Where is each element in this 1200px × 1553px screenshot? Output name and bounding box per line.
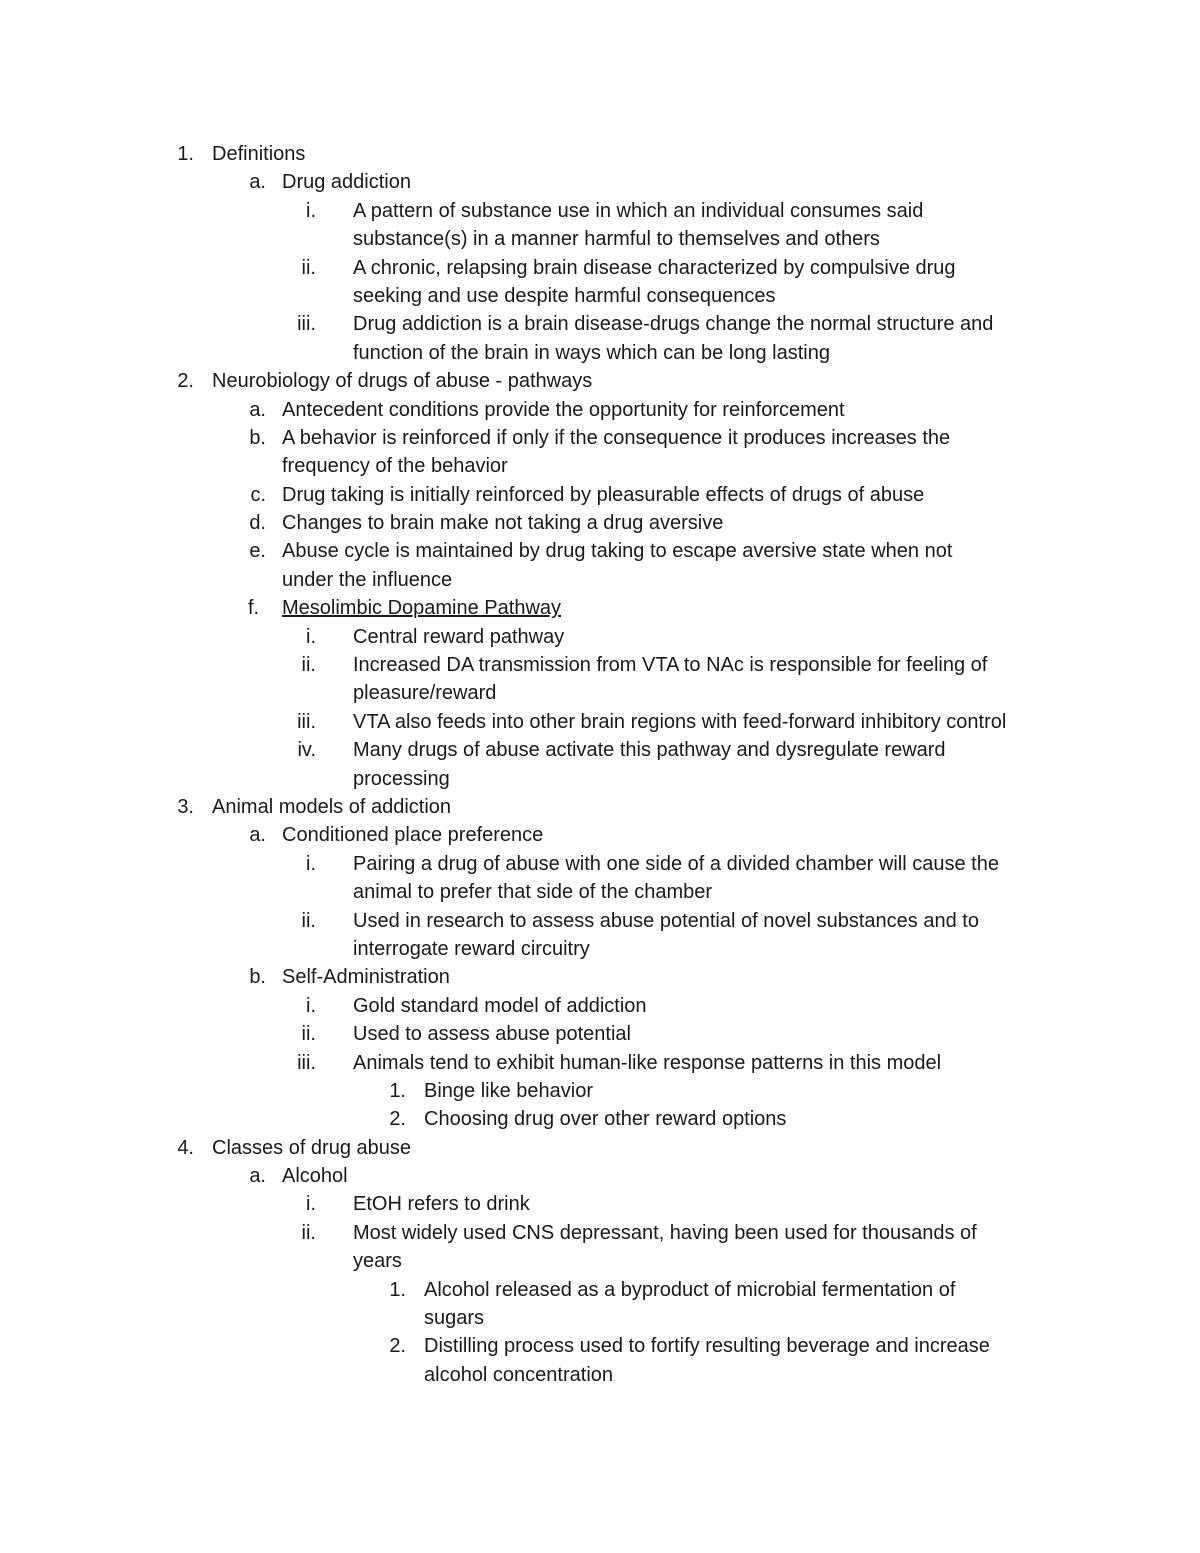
outline-item [0, 1276, 1200, 1304]
outline-item [0, 424, 1200, 452]
outline-item [0, 367, 1200, 395]
outline-document [0, 140, 1200, 1389]
list-marker: b. [249, 426, 266, 449]
outline-text: Changes to brain make not taking a drug aversive [282, 512, 724, 535]
outline-item [0, 509, 1200, 537]
outline-text: Increased DA transmission from VTA to NAc is responsible for feeling of [353, 654, 988, 677]
outline-item [0, 140, 1200, 168]
outline-text: function of the brain in ways which can be long lasting [353, 341, 830, 364]
outline-text: Animals tend to exhibit human-like response patterns in this model [353, 1051, 942, 1074]
outline-item [0, 793, 1200, 821]
outline-item [0, 1049, 1200, 1077]
outline-text: Mesolimbic Dopamine Pathway [282, 597, 562, 620]
outline-item [0, 537, 1200, 565]
outline-text: Animal models of addiction [212, 795, 452, 818]
outline-text: Binge like behavior [424, 1079, 593, 1102]
list-marker: ii. [301, 1023, 316, 1046]
outline-item [0, 850, 1200, 878]
list-marker: 2. [389, 1108, 406, 1131]
outline-item [0, 623, 1200, 651]
outline-text: Distilling process used to fortify resulting beverage and increase [424, 1335, 990, 1358]
outline-item-continuation [0, 566, 1200, 594]
outline-item-continuation [0, 1361, 1200, 1389]
outline-text: A chronic, relapsing brain disease characterized by compulsive drug [353, 256, 956, 279]
outline-item [0, 821, 1200, 849]
list-marker: 3. [177, 795, 194, 818]
outline-text: under the influence [282, 568, 453, 591]
outline-text: Drug addiction is a brain disease-drugs change the normal structure and [353, 313, 994, 336]
list-marker: 1. [389, 1079, 406, 1102]
outline-text: seeking and use despite harmful consequences [353, 284, 776, 307]
list-marker: ii. [301, 909, 316, 932]
outline-text: Alcohol released as a byproduct of microbial fermentation of [424, 1278, 956, 1301]
outline-item-continuation [0, 765, 1200, 793]
outline-text: Used in research to assess abuse potential of novel substances and to [353, 909, 979, 932]
outline-text: substance(s) in a manner harmful to themselves and others [353, 228, 880, 251]
outline-text: Drug addiction [282, 171, 411, 194]
outline-item-continuation [0, 339, 1200, 367]
list-marker: 1. [177, 143, 194, 165]
outline-text: A behavior is reinforced if only if the consequence it produces increases the [282, 426, 951, 449]
outline-item-continuation [0, 1304, 1200, 1332]
outline-item [0, 736, 1200, 764]
list-marker: a. [249, 824, 266, 847]
outline-text: Drug taking is initially reinforced by pleasurable effects of drugs of abuse [282, 483, 925, 506]
outline-item [0, 708, 1200, 736]
list-marker: i. [306, 1193, 316, 1216]
list-marker: c. [250, 483, 266, 506]
outline-text: Central reward pathway [353, 625, 565, 648]
outline-text: Neurobiology of drugs of abuse - pathways [212, 370, 593, 393]
outline-text: Choosing drug over other reward options [424, 1108, 787, 1131]
list-marker: a. [249, 398, 266, 421]
list-marker: iii. [297, 710, 316, 733]
outline-item [0, 651, 1200, 679]
list-marker: ii. [301, 1221, 316, 1244]
outline-text: VTA also feeds into other brain regions with feed-forward inhibitory control [353, 710, 1007, 733]
outline-text: Alcohol [282, 1165, 348, 1188]
outline-item [0, 963, 1200, 991]
outline-item-continuation [0, 679, 1200, 707]
outline-item [0, 310, 1200, 338]
outline-item-continuation [0, 935, 1200, 963]
outline-text: frequency of the behavior [282, 455, 508, 478]
list-marker: d. [249, 512, 266, 535]
outline-item [0, 1162, 1200, 1190]
outline-item-continuation [0, 1247, 1200, 1275]
list-marker: 1. [389, 1278, 406, 1301]
outline-item [0, 254, 1200, 282]
outline-text: Pairing a drug of abuse with one side of a divided chamber will cause the [353, 852, 999, 875]
outline-item [0, 1219, 1200, 1247]
outline-text: alcohol concentration [424, 1363, 614, 1386]
outline-text: pleasure/reward [353, 682, 497, 705]
outline-text: Abuse cycle is maintained by drug taking to escape aversive state when not [282, 540, 953, 563]
outline-text: Classes of drug abuse [212, 1136, 412, 1159]
outline-item [0, 1332, 1200, 1360]
list-marker: iii. [297, 313, 316, 336]
outline-item [0, 907, 1200, 935]
list-marker: i. [306, 199, 316, 222]
outline-text: Most widely used CNS depressant, having been used for thousands of [353, 1221, 977, 1244]
outline-text: Definitions [212, 143, 306, 165]
outline-item [0, 168, 1200, 196]
outline-text: sugars [424, 1307, 485, 1330]
outline-item-continuation [0, 225, 1200, 253]
outline-text: Conditioned place preference [282, 824, 544, 847]
outline-text: Many drugs of abuse activate this pathway and dysregulate reward [353, 739, 946, 762]
outline-text: Gold standard model of addiction [353, 994, 647, 1017]
outline-text: years [353, 1250, 402, 1273]
list-marker: f. [248, 597, 260, 620]
list-marker: a. [249, 171, 266, 194]
list-marker: b. [249, 966, 266, 989]
list-marker: ii. [301, 654, 316, 677]
list-marker: e. [249, 540, 266, 563]
outline-item-continuation [0, 878, 1200, 906]
list-marker: i. [306, 852, 316, 875]
list-marker: i. [306, 625, 316, 648]
list-marker: i. [306, 994, 316, 1017]
outline-item-continuation [0, 452, 1200, 480]
outline-text: Self-Administration [282, 966, 450, 989]
outline-item [0, 1020, 1200, 1048]
list-marker: 4. [177, 1136, 194, 1159]
list-marker: iv. [297, 739, 316, 762]
outline-text: Used to assess abuse potential [353, 1023, 631, 1046]
outline-text: animal to prefer that side of the chamber [353, 881, 713, 904]
outline-text: Antecedent conditions provide the opportunity for reinforcement [282, 398, 845, 421]
outline-item [0, 992, 1200, 1020]
outline-item-continuation [0, 282, 1200, 310]
outline-item [0, 197, 1200, 225]
outline-item [0, 594, 1200, 622]
list-marker: iii. [297, 1051, 316, 1074]
outline-text: EtOH refers to drink [353, 1193, 530, 1216]
outline-text: A pattern of substance use in which an individual consumes said [353, 199, 924, 222]
list-marker: 2. [177, 370, 194, 393]
outline-item [0, 1190, 1200, 1218]
list-marker: a. [249, 1165, 266, 1188]
outline-text: processing [353, 767, 450, 790]
outline-text: interrogate reward circuitry [353, 937, 590, 960]
list-marker: ii. [301, 256, 316, 279]
list-marker: 2. [389, 1335, 406, 1358]
outline-item [0, 1077, 1200, 1105]
outline-item [0, 481, 1200, 509]
outline-item [0, 1105, 1200, 1133]
outline-item [0, 1134, 1200, 1162]
outline-item [0, 396, 1200, 424]
